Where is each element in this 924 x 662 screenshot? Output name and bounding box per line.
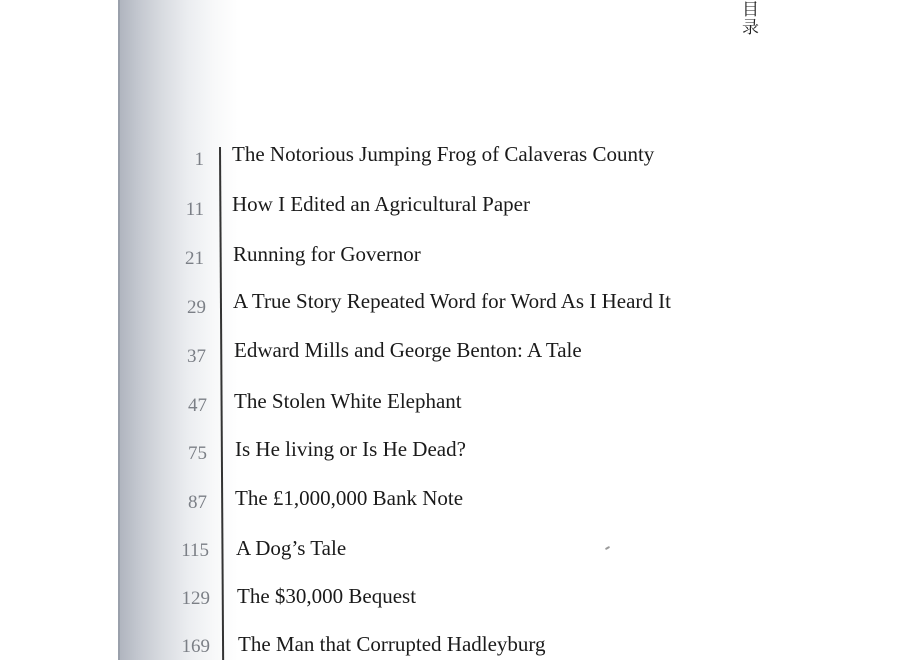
toc-page-number: 169 (181, 636, 210, 657)
toc-page-number: 1 (194, 149, 204, 170)
toc-page-number: 37 (187, 346, 206, 367)
toc-title: Is He living or Is He Dead? (235, 437, 466, 461)
toc-title: A Dog’s Tale (236, 536, 347, 560)
toc-page-number: 11 (185, 199, 204, 220)
toc-page-number: 75 (188, 443, 207, 464)
toc-title: How I Edited an Agricultural Paper (232, 192, 530, 216)
toc-title: The £1,000,000 Bank Note (235, 486, 464, 510)
toc-title: Edward Mills and George Benton: A Tale (234, 338, 582, 362)
contents-heading: 目录 (738, 0, 758, 36)
toc-page-number: 21 (185, 248, 204, 269)
toc-title: The Notorious Jumping Frog of Calaveras County (232, 142, 655, 166)
toc-page-number: 29 (187, 297, 206, 318)
toc-title: The $30,000 Bequest (237, 584, 417, 608)
toc-page-number: 47 (188, 395, 207, 416)
toc-title: Running for Governor (233, 242, 421, 266)
toc-title: The Man that Corrupted Hadleyburg (238, 632, 546, 656)
toc-page-number: 129 (181, 588, 210, 609)
toc-title: The Stolen White Elephant (234, 389, 462, 413)
toc-title: A True Story Repeated Word for Word As I Heard It (233, 289, 671, 313)
toc-page-number: 115 (181, 540, 209, 561)
toc-page-number: 87 (188, 492, 207, 513)
